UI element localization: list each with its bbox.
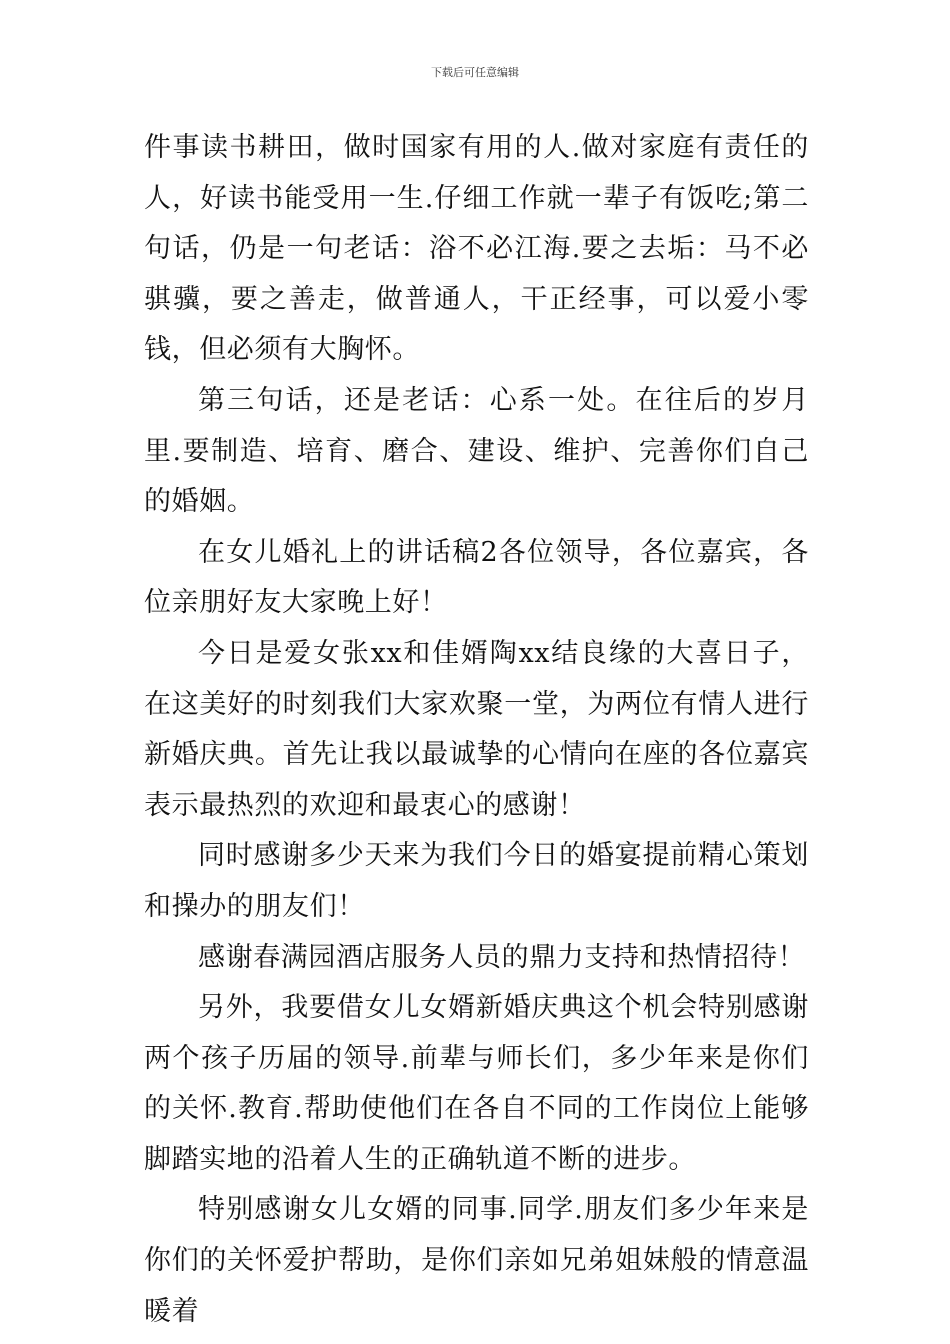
paragraph: 今日是爱女张xx和佳婿陶xx结良缘的大喜日子，在这美好的时刻我们大家欢聚一堂，为两位有情人进行新婚庆典。首先让我以最诚挚的心情向在座的各位嘉宾表示最热烈的欢迎和最衷心的感谢！ — [144, 637, 809, 821]
document-body — [144, 123, 809, 1337]
paragraph: 件事读书耕田，做时国家有用的人.做对家庭有责任的人，好读书能受用一生.仔细工作就一辈子有饭吃;第二句话，仍是一句老话：浴不必江海.要之去垢：马不必骐骥，要之善走，做普通人，干正经事，可以爱小零钱，但必须有大胸怀。 — [144, 132, 809, 366]
paragraph: 第三句话，还是老话：心系一处。在往后的岁月里.要制造、培育、磨合、建设、维护、完善你们自己的婚姻。 — [144, 384, 809, 518]
paragraph: 在女儿婚礼上的讲话稿2各位领导，各位嘉宾，各位亲朋好友大家晚上好！ — [144, 536, 809, 619]
paragraph: 同时感谢多少天来为我们今日的婚宴提前精心策划和操办的朋友们！ — [144, 840, 809, 922]
paragraph: 另外，我要借女儿女婿新婚庆典这个机会特别感谢两个孩子历届的领导.前辈与师长们，多少年来是你们的关怀.教育.帮助使他们在各自不同的工作岗位上能够脚踏实地的沿着人生的正确轨道不断的进步。 — [144, 992, 809, 1175]
paragraph: 特别感谢女儿女婿的同事.同学.朋友们多少年来是你们的关怀爱护帮助，是你们亲如兄弟姐妹般的情意温暖着 — [144, 1194, 809, 1327]
page-header-note: 下载后可任意编辑 — [431, 66, 519, 79]
paragraph: 感谢春满园酒店服务人员的鼎力支持和热情招待！ — [198, 941, 806, 973]
